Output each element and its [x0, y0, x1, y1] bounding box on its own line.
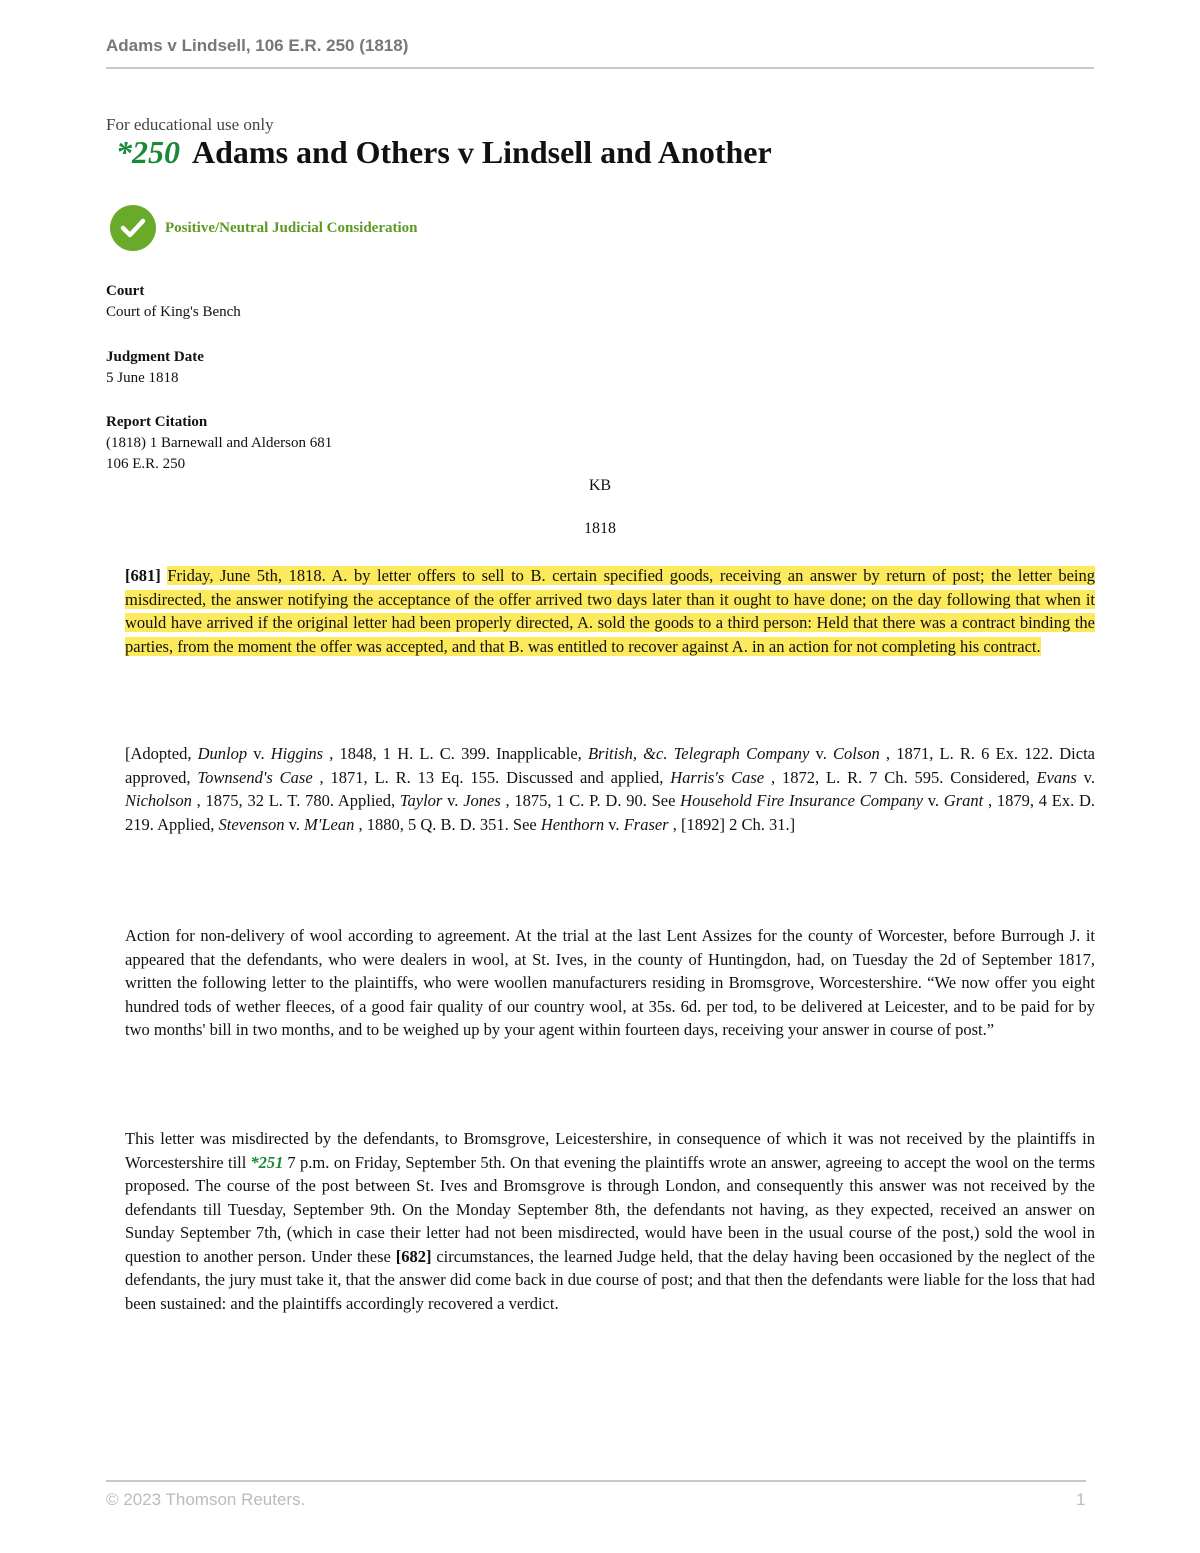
running-header: Adams v Lindsell, 106 E.R. 250 (1818): [106, 36, 409, 55]
highlighted-headnote: Friday, June 5th, 1818. A. by letter offers to sell to B. certain specified goods, receiving an answer by return of post; the letter being misdirected, the answer notifying the acceptance of the offer arrived two days later than it ought to have done; on the day following that when it would have arrived if the original letter had been properly directed, A. sold the goods to a third person: Held that there was a contract binding the parties, from the moment the offer was accepted, and that B. was entitled to recover against A. in an action for not completing his contract.: [125, 566, 1095, 656]
history-text: , 1875, 32 L. T. 780. Applied,: [191, 791, 400, 810]
cited-party: Henthorn: [540, 814, 605, 834]
star-page-marker[interactable]: *251: [250, 1152, 284, 1172]
header-divider: [106, 67, 1094, 69]
educational-use-notice: For educational use only: [106, 115, 274, 134]
cited-party: Evans: [1036, 767, 1077, 787]
history-text: , 1871, L. R. 6 Ex. 122. Dicta approved,: [125, 744, 1095, 787]
cited-party: Harris's Case: [670, 767, 765, 787]
history-text: v.: [442, 791, 464, 810]
court-section: [106, 281, 241, 323]
cited-party: Dunlop: [197, 744, 248, 763]
subsequent-history: [125, 742, 1095, 836]
paragraph-text: 7 p.m. on Friday, September 5th. On that evening the plaintiffs wrote an answer, agreeing to accept the wool on the terms proposed. The course of the post between St. Ives and Bromsgrove is through London, and consequently this answer was not received by the defendants till Tuesday, September 9th. On the Monday September 8th, the defendants not having, as they expected, received an answer on Sunday September 7th, (which in case their letter had not been misdirected, would have been in the usual course of the post,) sold the wool in question to another person. Under these: [125, 1152, 1095, 1266]
judgment-date-label: Judgment Date: [106, 349, 204, 365]
judgment-date-section: [106, 347, 204, 389]
history-text: v.: [247, 744, 271, 763]
cited-party: Grant: [943, 791, 984, 810]
body-paragraph-2: [125, 1127, 1095, 1315]
history-text: v.: [809, 744, 833, 763]
report-citation-section: [106, 412, 332, 475]
history-text: , [1892] 2 Ch. 31.]: [668, 814, 796, 834]
cited-party: Household Fire Insurance Company: [680, 791, 923, 810]
history-text: , 1871, L. R. 13 Eq. 155. Discussed and applied,: [312, 767, 671, 787]
history-text: , 1848, 1 H. L. C. 399. Inapplicable,: [323, 744, 588, 763]
cited-party: Jones: [463, 791, 501, 810]
history-text: , 1879, 4 Ex. D. 219. Applied,: [125, 791, 1095, 834]
court-abbreviation: KB: [588, 477, 612, 494]
cited-party: Taylor: [399, 791, 443, 810]
history-text: , 1880, 5 Q. B. D. 351. See: [354, 814, 541, 834]
judicial-consideration-flag[interactable]: [110, 205, 418, 251]
pin-cite[interactable]: [681]: [125, 566, 161, 585]
cited-party: Townsend's Case: [197, 767, 313, 787]
history-text: v.: [284, 814, 305, 834]
cited-party: M'Lean: [304, 814, 355, 834]
paragraph-text: circumstances, the learned Judge held, that the delay having been occasioned by the neglect of the defendants, the jury must take it, that the answer did come back in due course of post; and that then the defendants were liable for the loss that had been sustained: and the plaintiffs accordingly recovered a verdict.: [125, 1246, 1095, 1313]
history-text: v.: [1076, 767, 1095, 787]
headnote: [125, 564, 1095, 658]
case-title: [116, 134, 772, 171]
star-page-marker[interactable]: *250: [116, 134, 180, 170]
court-value: Court of King's Bench: [106, 304, 241, 320]
case-title-text: Adams and Others v Lindsell and Another: [192, 134, 772, 170]
history-text: , 1872, L. R. 7 Ch. 595. Considered,: [764, 767, 1037, 787]
checkmark-icon: [110, 205, 156, 251]
footer-divider: [106, 1480, 1086, 1482]
cited-party: Colson: [833, 744, 880, 763]
paragraph-text: This letter was misdirected by the defendants, to Bromsgrove, Leicestershire, in consequence of which it was not received by the plaintiffs in Worcestershire till: [125, 1129, 1095, 1172]
pin-cite[interactable]: [682]: [395, 1246, 432, 1266]
report-citation-line: 106 E.R. 250: [106, 456, 186, 472]
history-text: , 1875, 1 C. P. D. 90. See: [500, 791, 681, 810]
cited-party: British, &c. Telegraph Company: [587, 744, 810, 763]
history-text: v.: [604, 814, 624, 834]
cited-party: Nicholson: [125, 791, 192, 810]
page-number: 1: [1076, 1490, 1086, 1509]
flag-label: Positive/Neutral Judicial Consideration: [165, 219, 418, 236]
history-text: v.: [922, 791, 944, 810]
report-citation-line: (1818) 1 Barnewall and Alderson 681: [106, 435, 333, 451]
cited-party: Fraser: [623, 814, 669, 834]
report-year: 1818: [584, 520, 616, 537]
history-text: [Adopted,: [125, 744, 198, 763]
copyright-notice: © 2023 Thomson Reuters.: [106, 1490, 306, 1509]
court-label: Court: [106, 283, 145, 299]
report-citation-label: Report Citation: [106, 414, 208, 430]
cited-party: Stevenson: [218, 814, 285, 834]
body-paragraph-1: Action for non-delivery of wool according to agreement. At the trial at the last Lent Assizes for the county of Worcester, before Burrough J. it appeared that the defendants, who were dealers in wool, at St. Ives, in the county of Huntingdon, had, on Tuesday the 2d of September 1817, written the following letter to the plaintiffs, who were woollen manufacturers residing in Bromsgrove, Worcestershire. “We now offer you eight hundred tods of wether fleeces, of a good fair quality of our country wool, at 35s. 6d. per tod, to be delivered at Leicester, and to be paid for by two months' bill in two months, and to be weighed up by your agent within fourteen days, receiving your answer in course of post.”: [125, 926, 1095, 1039]
cited-party: Higgins: [270, 744, 324, 763]
judgment-date-value: 5 June 1818: [106, 370, 179, 386]
